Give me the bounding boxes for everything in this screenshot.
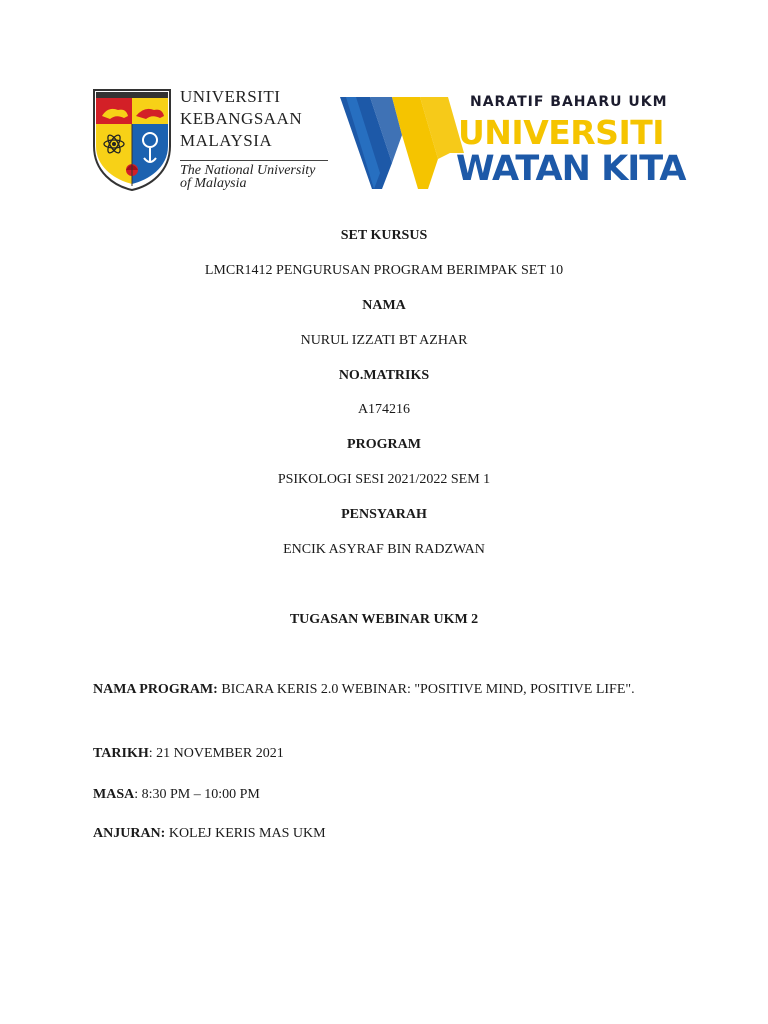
lecturer-value: ENCIK ASYRAF BIN RADZWAN	[283, 542, 485, 557]
assignment-title: TUGASAN WEBINAR UKM 2	[289, 612, 479, 627]
ukm-wordmark-line3: MALAYSIA	[180, 131, 273, 150]
time-line	[93, 783, 673, 807]
program-name-value: BICARA KERIS 2.0 WEBINAR: "POSITIVE MIND, POSITIVE LIFE".	[217, 682, 635, 697]
ukm-wordmark-line1: UNIVERSITI	[180, 87, 281, 106]
date-value: : 21 NOVEMBER 2021	[148, 746, 284, 761]
organizer-value: KOLEJ KERIS MAS UKM	[165, 826, 326, 841]
campaign-line2: WATAN KITA	[456, 149, 686, 189]
course-set-value: LMCR1412 PENGURUSAN PROGRAM BERIMPAK SET 10	[204, 263, 564, 278]
ukm-wordmark-line2: KEBANGSAAN	[180, 109, 303, 128]
name-value: NURUL IZZATI BT AZHAR	[300, 333, 468, 348]
ukm-divider	[180, 160, 328, 161]
ukm-logo	[92, 86, 327, 196]
matric-value: A174216	[357, 402, 411, 417]
ukm-english-line2: of Malaysia	[180, 176, 247, 191]
organizer-line	[93, 822, 673, 846]
program-name-line	[93, 678, 673, 702]
ukm-english-name	[180, 164, 330, 190]
ukm-english-line1: The National University	[180, 163, 316, 178]
time-label: MASA	[93, 787, 135, 802]
watan-w-icon	[340, 93, 475, 191]
ukm-wordmark	[180, 86, 330, 152]
ukm-crest-icon	[92, 86, 172, 192]
lecturer-label: PENSYARAH	[341, 507, 427, 522]
time-value: : 8:30 PM – 10:00 PM	[134, 787, 260, 802]
universiti-watan-kita-logo	[340, 93, 686, 193]
name-label: NAMA	[362, 298, 406, 313]
program-value: PSIKOLOGI SESI 2021/2022 SEM 1	[277, 472, 491, 487]
date-label: TARIKH	[93, 746, 149, 761]
campaign-tagline: NARATIF BAHARU UKM	[470, 94, 668, 110]
program-name-label: NAMA PROGRAM:	[93, 682, 218, 697]
campaign-line1: UNIVERSITI	[458, 113, 665, 152]
organizer-label: ANJURAN:	[93, 826, 166, 841]
program-label: PROGRAM	[347, 437, 421, 452]
matric-label: NO.MATRIKS	[338, 368, 430, 383]
date-line	[93, 742, 673, 766]
course-set-label: SET KURSUS	[340, 228, 428, 243]
